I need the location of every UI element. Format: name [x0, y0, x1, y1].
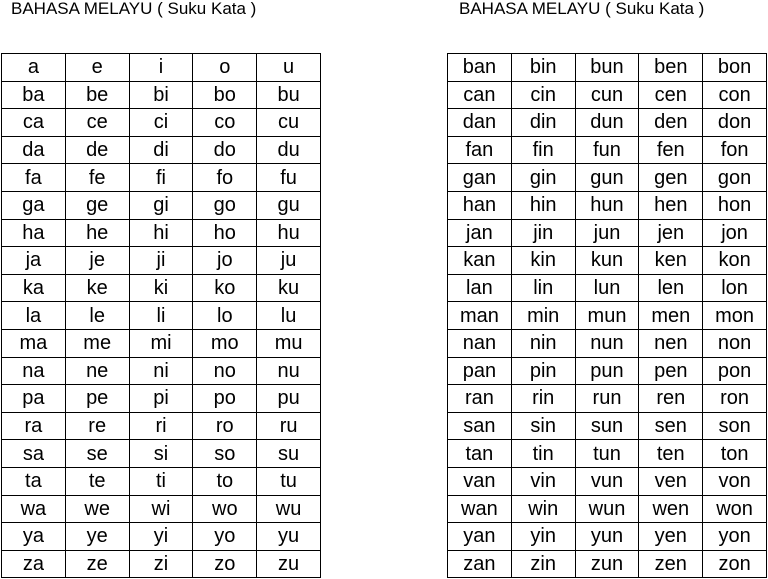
syllable-cell: gun [575, 164, 639, 192]
table-row [448, 550, 767, 578]
syllable-cell: a [2, 54, 66, 82]
syllable-cell: run [575, 385, 639, 413]
syllable-cell: sa [2, 440, 66, 468]
syllable-cell: hon [703, 191, 767, 219]
syllable-cell: zon [703, 550, 767, 578]
syllable-cell: si [129, 440, 193, 468]
syllable-cell: nin [511, 329, 575, 357]
syllable-cell: lon [703, 274, 767, 302]
table-row [448, 495, 767, 523]
syllable-cell: den [639, 109, 703, 137]
table-row [2, 440, 321, 468]
syllable-cell: ku [257, 274, 321, 302]
syllable-cell: kan [448, 247, 512, 275]
syllable-cell: wa [2, 495, 66, 523]
table-row [448, 247, 767, 275]
syllable-cell: tun [575, 440, 639, 468]
syllable-cell: bu [257, 81, 321, 109]
syllable-cell: fun [575, 136, 639, 164]
table-row [2, 385, 321, 413]
syllable-cell: gon [703, 164, 767, 192]
syllable-cell: non [703, 329, 767, 357]
syllable-cell: fo [193, 164, 257, 192]
syllable-cell: go [193, 191, 257, 219]
syllable-cell: jo [193, 247, 257, 275]
syllable-cell: pi [129, 385, 193, 413]
syllable-cell: me [65, 329, 129, 357]
syllable-cell: rin [511, 385, 575, 413]
table-row [2, 412, 321, 440]
table-row [2, 219, 321, 247]
syllable-cell: ken [639, 247, 703, 275]
syllable-cell: we [65, 495, 129, 523]
syllable-cell: jun [575, 219, 639, 247]
syllable-cell: fan [448, 136, 512, 164]
syllable-cell: wi [129, 495, 193, 523]
syllable-cell: ven [639, 467, 703, 495]
syllable-cell: lin [511, 274, 575, 302]
table-row [2, 495, 321, 523]
syllable-cell: gu [257, 191, 321, 219]
table-row [2, 467, 321, 495]
syllable-cell: pu [257, 385, 321, 413]
syllable-cell: wen [639, 495, 703, 523]
syllable-cell: lo [193, 302, 257, 330]
table-row [2, 136, 321, 164]
table-row [448, 164, 767, 192]
syllable-cell: jin [511, 219, 575, 247]
syllable-cell: bo [193, 81, 257, 109]
table-row [448, 440, 767, 468]
syllable-cell: ji [129, 247, 193, 275]
syllable-cell: won [703, 495, 767, 523]
syllable-cell: von [703, 467, 767, 495]
syllable-cell: hu [257, 219, 321, 247]
syllable-cell: gen [639, 164, 703, 192]
syllable-cell: cun [575, 81, 639, 109]
table-row [2, 81, 321, 109]
syllable-cell: fa [2, 164, 66, 192]
syllable-cell: yo [193, 523, 257, 551]
syllable-cell: da [2, 136, 66, 164]
syllable-cell: lu [257, 302, 321, 330]
syllable-cell: yin [511, 523, 575, 551]
table-row [2, 274, 321, 302]
syllable-cell: ca [2, 109, 66, 137]
syllable-cell: lun [575, 274, 639, 302]
syllable-cell: tin [511, 440, 575, 468]
syllable-cell: ru [257, 412, 321, 440]
syllable-cell: yu [257, 523, 321, 551]
syllable-cell: zu [257, 550, 321, 578]
syllable-cell: yen [639, 523, 703, 551]
syllable-cell: tan [448, 440, 512, 468]
syllable-cell: sen [639, 412, 703, 440]
syllable-cell: vun [575, 467, 639, 495]
syllable-cell: ye [65, 523, 129, 551]
syllable-cell: lan [448, 274, 512, 302]
table-row [2, 523, 321, 551]
syllable-cell: fon [703, 136, 767, 164]
table-row [448, 385, 767, 413]
syllable-cell: ren [639, 385, 703, 413]
table-row [448, 329, 767, 357]
syllable-cell: li [129, 302, 193, 330]
table-row [448, 219, 767, 247]
syllable-cell: nen [639, 329, 703, 357]
syllable-cell: yan [448, 523, 512, 551]
syllable-cell: jan [448, 219, 512, 247]
left-table-title: BAHASA MELAYU ( Suku Kata ) [11, 0, 257, 18]
table-row [448, 81, 767, 109]
table-row [448, 54, 767, 82]
syllable-cell: ti [129, 467, 193, 495]
syllable-cell: wan [448, 495, 512, 523]
syllable-cell: su [257, 440, 321, 468]
syllable-cell: zo [193, 550, 257, 578]
syllable-cell: nu [257, 357, 321, 385]
syllable-cell: sun [575, 412, 639, 440]
table-row [448, 191, 767, 219]
syllable-cell: e [65, 54, 129, 82]
syllable-cell: cu [257, 109, 321, 137]
syllable-cell: van [448, 467, 512, 495]
syllable-cell: ron [703, 385, 767, 413]
syllable-cell: ya [2, 523, 66, 551]
syllable-cell: ni [129, 357, 193, 385]
syllable-cell: cen [639, 81, 703, 109]
syllable-cell: ro [193, 412, 257, 440]
syllable-cell: je [65, 247, 129, 275]
syllable-cell: ci [129, 109, 193, 137]
table-row [2, 164, 321, 192]
syllable-cell: pon [703, 357, 767, 385]
syllable-cell: de [65, 136, 129, 164]
syllable-cell: wu [257, 495, 321, 523]
syllable-cell: no [193, 357, 257, 385]
syllable-cell: sin [511, 412, 575, 440]
table-row [448, 357, 767, 385]
syllable-cell: i [129, 54, 193, 82]
syllable-cell: hi [129, 219, 193, 247]
table-row [2, 247, 321, 275]
syllable-cell: jon [703, 219, 767, 247]
syllable-cell: zin [511, 550, 575, 578]
syllable-cell: zun [575, 550, 639, 578]
syllable-cell: can [448, 81, 512, 109]
table-row [2, 191, 321, 219]
syllable-cell: zi [129, 550, 193, 578]
syllable-cell: mu [257, 329, 321, 357]
syllable-cell: han [448, 191, 512, 219]
table-row [2, 357, 321, 385]
table-row [2, 302, 321, 330]
syllable-cell: so [193, 440, 257, 468]
syllable-cell: ga [2, 191, 66, 219]
table-row [448, 136, 767, 164]
syllable-cell: pa [2, 385, 66, 413]
syllable-cell: ze [65, 550, 129, 578]
syllable-cell: gan [448, 164, 512, 192]
syllable-cell: man [448, 302, 512, 330]
syllable-cell: yun [575, 523, 639, 551]
syllable-cell: len [639, 274, 703, 302]
syllable-cell: du [257, 136, 321, 164]
syllable-cell: zen [639, 550, 703, 578]
syllable-cell: ben [639, 54, 703, 82]
syllable-cell: o [193, 54, 257, 82]
table-row [448, 523, 767, 551]
table-row [2, 109, 321, 137]
syllable-cell: wo [193, 495, 257, 523]
syllable-cell: le [65, 302, 129, 330]
syllable-cell: pan [448, 357, 512, 385]
syllable-cell: cin [511, 81, 575, 109]
syllable-cell: hen [639, 191, 703, 219]
syllable-cell: hun [575, 191, 639, 219]
syllable-cell: din [511, 109, 575, 137]
syllable-cell: ma [2, 329, 66, 357]
table-row [448, 467, 767, 495]
syllable-cell: san [448, 412, 512, 440]
syllable-cell: ba [2, 81, 66, 109]
table-row [2, 54, 321, 82]
syllable-cell: be [65, 81, 129, 109]
syllable-cell: pen [639, 357, 703, 385]
syllable-cell: mo [193, 329, 257, 357]
syllable-cell: ja [2, 247, 66, 275]
syllable-cell: do [193, 136, 257, 164]
syllable-cell: te [65, 467, 129, 495]
syllable-cell: yon [703, 523, 767, 551]
syllable-cell: win [511, 495, 575, 523]
syllable-cell: bun [575, 54, 639, 82]
syllable-cell: ban [448, 54, 512, 82]
syllable-cell: re [65, 412, 129, 440]
syllable-cell: min [511, 302, 575, 330]
syllable-cell: dan [448, 109, 512, 137]
syllable-cell: con [703, 81, 767, 109]
syllable-cell: zan [448, 550, 512, 578]
syllable-cell: se [65, 440, 129, 468]
table-row [448, 274, 767, 302]
syllable-cell: bi [129, 81, 193, 109]
table-row [2, 550, 321, 578]
syllable-cell: mon [703, 302, 767, 330]
syllable-cell: po [193, 385, 257, 413]
syllable-cell: hin [511, 191, 575, 219]
syllable-cell: ko [193, 274, 257, 302]
syllable-cell: ju [257, 247, 321, 275]
syllable-cell: ra [2, 412, 66, 440]
syllable-cell: vin [511, 467, 575, 495]
syllable-cell: fi [129, 164, 193, 192]
syllable-cell: jen [639, 219, 703, 247]
syllable-cell: ran [448, 385, 512, 413]
syllable-cell: mun [575, 302, 639, 330]
syllable-cell: ki [129, 274, 193, 302]
syllable-cell: kin [511, 247, 575, 275]
syllable-cell: u [257, 54, 321, 82]
syllable-cell: don [703, 109, 767, 137]
syllable-cell: bon [703, 54, 767, 82]
syllable-cell: ka [2, 274, 66, 302]
syllable-cell: ri [129, 412, 193, 440]
syllable-cell: bin [511, 54, 575, 82]
syllable-cell: fe [65, 164, 129, 192]
syllable-cell: fin [511, 136, 575, 164]
syllable-cell: co [193, 109, 257, 137]
syllable-cell: pin [511, 357, 575, 385]
syllable-cell: wun [575, 495, 639, 523]
syllable-table-closed [447, 53, 767, 578]
syllable-cell: na [2, 357, 66, 385]
syllable-cell: mi [129, 329, 193, 357]
syllable-cell: ce [65, 109, 129, 137]
syllable-cell: gin [511, 164, 575, 192]
syllable-cell: ge [65, 191, 129, 219]
syllable-cell: ne [65, 357, 129, 385]
syllable-cell: fu [257, 164, 321, 192]
syllable-cell: to [193, 467, 257, 495]
table-row [448, 109, 767, 137]
syllable-cell: men [639, 302, 703, 330]
table-row [448, 302, 767, 330]
syllable-cell: yi [129, 523, 193, 551]
syllable-cell: ha [2, 219, 66, 247]
syllable-cell: nan [448, 329, 512, 357]
syllable-cell: kon [703, 247, 767, 275]
table-row [2, 329, 321, 357]
syllable-cell: ke [65, 274, 129, 302]
syllable-cell: tu [257, 467, 321, 495]
syllable-cell: ta [2, 467, 66, 495]
syllable-cell: pun [575, 357, 639, 385]
syllable-cell: dun [575, 109, 639, 137]
syllable-cell: fen [639, 136, 703, 164]
syllable-cell: ton [703, 440, 767, 468]
right-table-title: BAHASA MELAYU ( Suku Kata ) [459, 0, 705, 18]
syllable-cell: he [65, 219, 129, 247]
syllable-cell: ho [193, 219, 257, 247]
syllable-cell: di [129, 136, 193, 164]
syllable-table-open [1, 53, 321, 578]
syllable-cell: za [2, 550, 66, 578]
syllable-cell: nun [575, 329, 639, 357]
syllable-cell: ten [639, 440, 703, 468]
syllable-cell: la [2, 302, 66, 330]
syllable-cell: pe [65, 385, 129, 413]
syllable-cell: kun [575, 247, 639, 275]
table-row [448, 412, 767, 440]
syllable-cell: gi [129, 191, 193, 219]
syllable-cell: son [703, 412, 767, 440]
